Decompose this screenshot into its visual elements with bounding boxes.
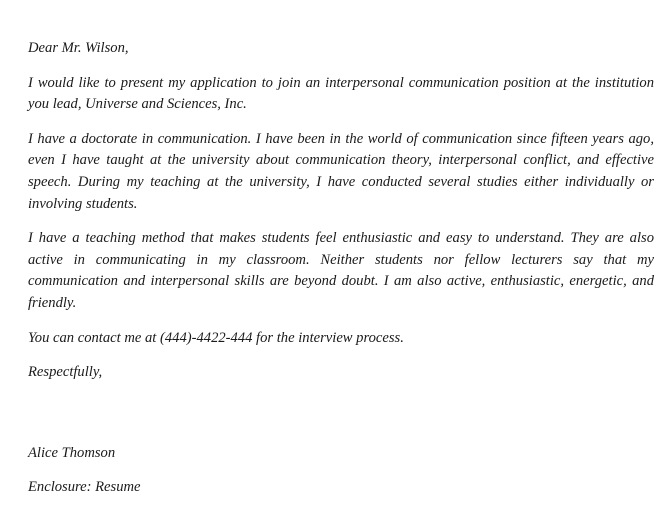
signature-space	[28, 397, 654, 443]
enclosure-line: Enclosure: Resume	[28, 479, 141, 496]
paragraph-skills: I have a teaching method that makes students feel enthusiastic and easy to understand. They are also active in communicating in my classroom. Neither students nor fellow lecturers say that my communication and interpersonal skills are beyond doubt. I am also active, enthusiastic, energetic, and friendly.	[28, 230, 654, 311]
salutation: Dear Mr. Wilson,	[28, 40, 129, 56]
closing: Respectfully,	[28, 364, 103, 381]
signature-name: Alice Thomson	[28, 444, 116, 461]
paragraph-background: I have a doctorate in communication. I have been in the world of communication since fifteen years ago, even I have taught at the university about communication theory, interpersonal conflict, and effective speech. During my teaching at the university, I have conducted several studies either individually or involving students.	[28, 130, 654, 212]
letter-body	[28, 38, 654, 512]
paragraph-contact: You can contact me at (444)-4422-444 for the interview process.	[28, 329, 404, 346]
paragraph-intro: I would like to present my application to join an interpersonal communication position at the institution you lead, Universe and Sciences, Inc.	[28, 74, 654, 113]
